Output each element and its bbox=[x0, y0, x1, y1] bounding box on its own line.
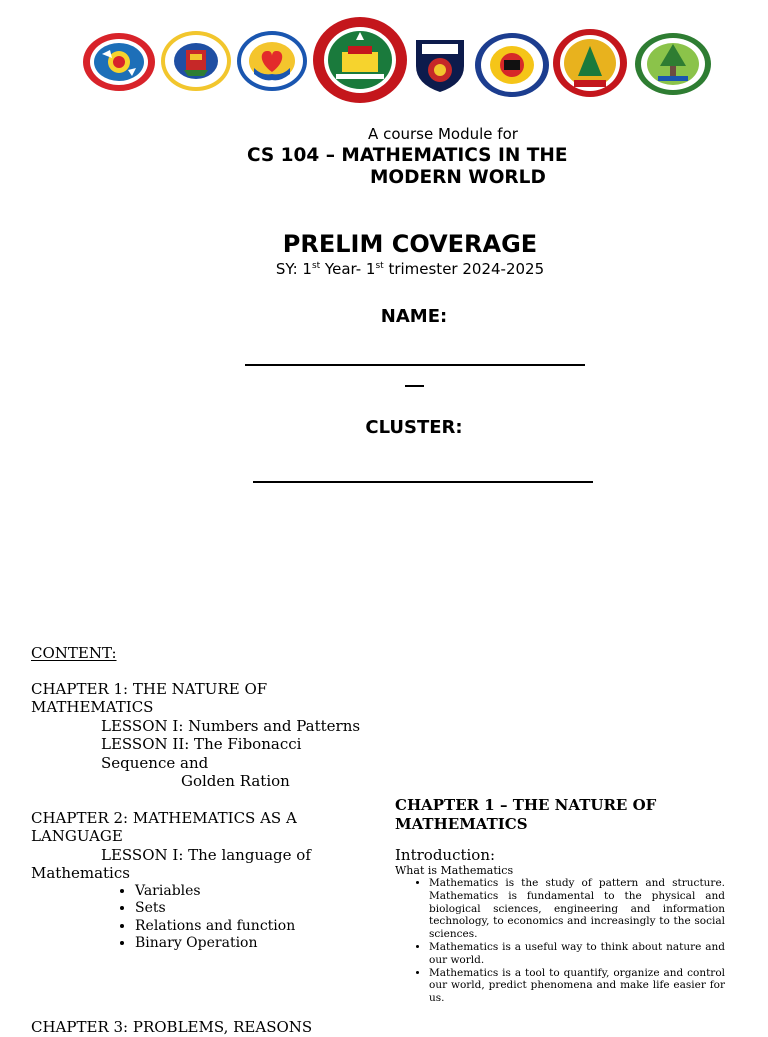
shariah-department-seal-icon bbox=[552, 28, 628, 98]
name-label: NAME: bbox=[380, 306, 448, 327]
social-work-department-seal-icon bbox=[236, 30, 308, 92]
course-module-intro: A course Module for bbox=[368, 125, 518, 143]
contents-section bbox=[31, 644, 361, 1036]
chapter-1-lesson-2-entry: LESSON II: The Fibonacci Sequence and bbox=[101, 735, 302, 772]
name-blank-line-continuation bbox=[405, 385, 424, 387]
school-year-middle: Year- 1 bbox=[320, 260, 376, 278]
introduction-heading: Introduction: bbox=[395, 846, 496, 864]
name-blank-line bbox=[245, 364, 585, 366]
school-year-superscript-2: st bbox=[375, 261, 384, 271]
chapter-1-lesson-2-continuation: Golden Ration bbox=[181, 772, 290, 790]
cluster-blank-line bbox=[253, 481, 593, 483]
agriculture-department-seal-icon bbox=[634, 32, 712, 96]
lanao-central-college-seal-icon bbox=[312, 16, 408, 104]
what-is-mathematics-subheading: What is Mathematics bbox=[395, 864, 514, 877]
chapter-1-lesson-1-entry: LESSON I: Numbers and Patterns bbox=[101, 716, 361, 735]
chapter-1-entry: CHAPTER 1: THE NATURE OF MATHEMATICS bbox=[31, 679, 268, 716]
school-year-superscript-1: st bbox=[311, 261, 321, 271]
list-item: • Sets bbox=[135, 900, 361, 918]
school-year-suffix: trimester 2024-2025 bbox=[383, 260, 545, 278]
list-item: • Mathematics is a useful way to think about nature and our world. bbox=[429, 941, 725, 967]
chapter-1-section bbox=[395, 796, 725, 1005]
school-year-line bbox=[0, 260, 768, 278]
education-department-seal-icon bbox=[160, 30, 232, 92]
chapter-3-entry-partial: CHAPTER 3: PROBLEMS, REASONS bbox=[31, 1018, 313, 1036]
list-item: • Variables bbox=[135, 883, 361, 901]
course-title-line-1: CS 104 – MATHEMATICS IN THE bbox=[247, 145, 568, 166]
list-item: • Relations and function bbox=[135, 918, 361, 936]
department-logo-strip bbox=[78, 16, 718, 108]
list-item: • Mathematics is the study of pattern and structure. Mathematics is fundamental to the physical and biological sciences, engineering and information technology, to economics and increasingly to the social sciences. bbox=[429, 877, 725, 941]
chapter-1-title: CHAPTER 1 – THE NATURE OF MATHEMATICS bbox=[395, 796, 657, 833]
chapter-2-lesson-1-entry: LESSON I: The language of Mathematics bbox=[31, 845, 311, 882]
computer-studies-seal-icon bbox=[82, 32, 156, 92]
lcci-circle-seal-icon bbox=[474, 32, 550, 98]
cluster-label: CLUSTER: bbox=[365, 417, 463, 438]
course-title bbox=[247, 145, 568, 189]
chapter-2-topic-list bbox=[31, 883, 361, 953]
list-item: • Mathematics is a tool to quantify, organize and control our world, predict phenomena and make life easier for us. bbox=[429, 967, 725, 1005]
lcci-shield-icon bbox=[412, 36, 468, 94]
contents-heading: CONTENT: bbox=[31, 644, 117, 662]
mathematics-definition-list bbox=[395, 877, 725, 1005]
chapter-2-entry: CHAPTER 2: MATHEMATICS AS A LANGUAGE bbox=[31, 808, 297, 845]
school-year-prefix: SY: 1 bbox=[275, 260, 312, 278]
list-item: • Binary Operation bbox=[135, 935, 361, 953]
course-title-line-2: MODERN WORLD bbox=[370, 167, 546, 188]
prelim-coverage-heading: PRELIM COVERAGE bbox=[282, 230, 538, 258]
